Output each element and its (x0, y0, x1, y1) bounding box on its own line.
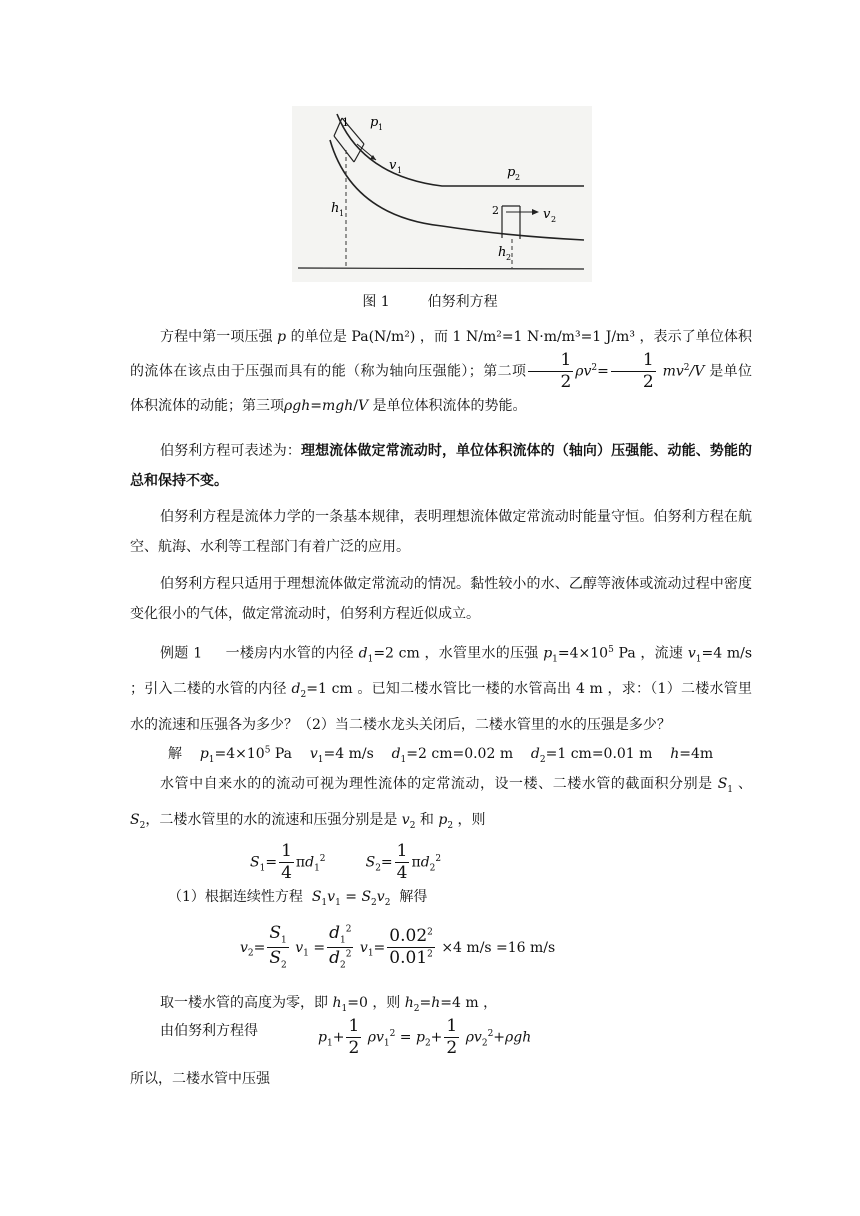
figure-label-p2: p (507, 165, 516, 180)
figure-title: 伯努利方程 (427, 294, 498, 310)
flow-tube-diagram (292, 106, 592, 282)
solution-label: 解 (168, 746, 182, 762)
paragraph-statement: 伯努利方程可表述为：理想流体做定常流动时，单位体积流体的（轴向）压强能、动能、势能的总和保持不变。 (130, 443, 753, 489)
continuity-line: （1）根据连续性方程 $S_1v_1 = S_2v_2$ 解得 (168, 889, 428, 908)
example-1: 例题 1 一楼房内水管的内径 $d_1=2$ cm ，水管里水的压强 $p_1=4\times 10^5$ Pa ，流速 $v_1=4$ m/s ；引入二楼的水管的内径 $d_2=1$ cm 。已知二楼水管比一楼的水管高出 4 m ，求：（1）二楼水管里水的流速和压强各为多少？（2）当二楼水龙头关闭后，二楼水管里的水的压强是多少？ (130, 645, 753, 734)
svg-text:2: 2 (515, 173, 521, 182)
paragraph-law: 伯努利方程是流体力学的一条基本规律，表明理想流体做定常流动时能量守恒。伯努利方程在航空、航海、水利等工程部门有着广泛的应用。 (130, 509, 752, 555)
figure-label-p1: p (370, 115, 379, 130)
bernoulli-figure (292, 106, 592, 282)
figure-caption (0, 291, 860, 311)
fraction-half: $\frac{1}{2}$ (528, 352, 573, 391)
figure-label-v1: v (389, 158, 397, 173)
height-setup: 取一楼水管的高度为零，即 $h_1=0$ ，则 $h_2=h=4$ m ， (160, 995, 498, 1014)
paragraph-applicability: 伯努利方程只适用于理想流体做定常流动的情况。黏性较小的水、乙醇等液体或流动过程中密度变化很小的气体，做定常流动时，伯努利方程近似成立。 (130, 576, 752, 622)
figure-label-h1: h (331, 201, 340, 216)
figure-number: 图 1 (362, 294, 390, 310)
bernoulli-statement: 理想流体做定常流动时，单位体积流体的（轴向）压强能、动能、势能的总和保持不变。 (130, 443, 753, 489)
figure-label-v2: v (543, 207, 551, 222)
svg-text:1: 1 (378, 123, 384, 132)
svg-text:2: 2 (506, 253, 512, 262)
bernoulli-equation-line: 由伯努利方程得 (160, 1023, 258, 1039)
paragraph-setup: 水管中自来水的的流动可视为理性流体的定常流动，设一楼、二楼水管的截面积分别是 $S_1$ 、$S_2$，二楼水管里的水的流速和压强分别是是 $v_2$ 和 $p_2$ ，则 (130, 776, 753, 831)
velocity-formula: $v_2=$ $\frac{S_1}{S_2}$ $v_1$ = $\frac{d_1^2}{d_2^2}$ $v_1=$ $\frac{0.02^2}{0.01^2}$ ×4 m/s =16 m/s (240, 923, 556, 971)
figure-label-h2: h (498, 245, 507, 260)
example-label: 例题 1 (160, 645, 203, 662)
figure-label-section-1: 1 (342, 116, 349, 129)
svg-text:1: 1 (397, 166, 403, 175)
solution-given: 解 $p_1=4\times 10^5$ Pa $v_1=4$ m/s $d_1=2$ cm=0.02 m $d_2=1$ cm=0.01 m h=4m (168, 745, 714, 765)
svg-text:2: 2 (551, 215, 557, 224)
bernoulli-equation: $p_1+$ $\frac{1}{2}$ $\rho v_1^2 = p_2+$ $\frac{1}{2}$ $\rho v_2^2+\rho gh$ (318, 1016, 532, 1058)
figure-label-section-2: 2 (492, 204, 499, 217)
paragraph-units: 方程中第一项压强 p 的单位是 Pa(N/m²) ，而 1 N/m²=1 N·m/m³=1 J/m³ ，表示了单位体积的流体在该点由于压强而具有的能（称为轴向压强能）；第二项 $\frac{1}{2}$ $\rho v^2=$ $\frac{1}{2}$ $mv^2/V$ 是单位体积流体的动能；第三项ρgh=mgh/V 是单位体积流体的势能。 (130, 329, 753, 414)
svg-text:1: 1 (339, 209, 345, 218)
area-formulas: $S_1=$ $\frac{1}{4}$ $\pi d_1^2$ $S_2=$ $\frac{1}{4}$ $\pi d_2^2$ (250, 841, 442, 883)
paragraph-conclusion: 所以，二楼水管中压强 (130, 1071, 270, 1087)
